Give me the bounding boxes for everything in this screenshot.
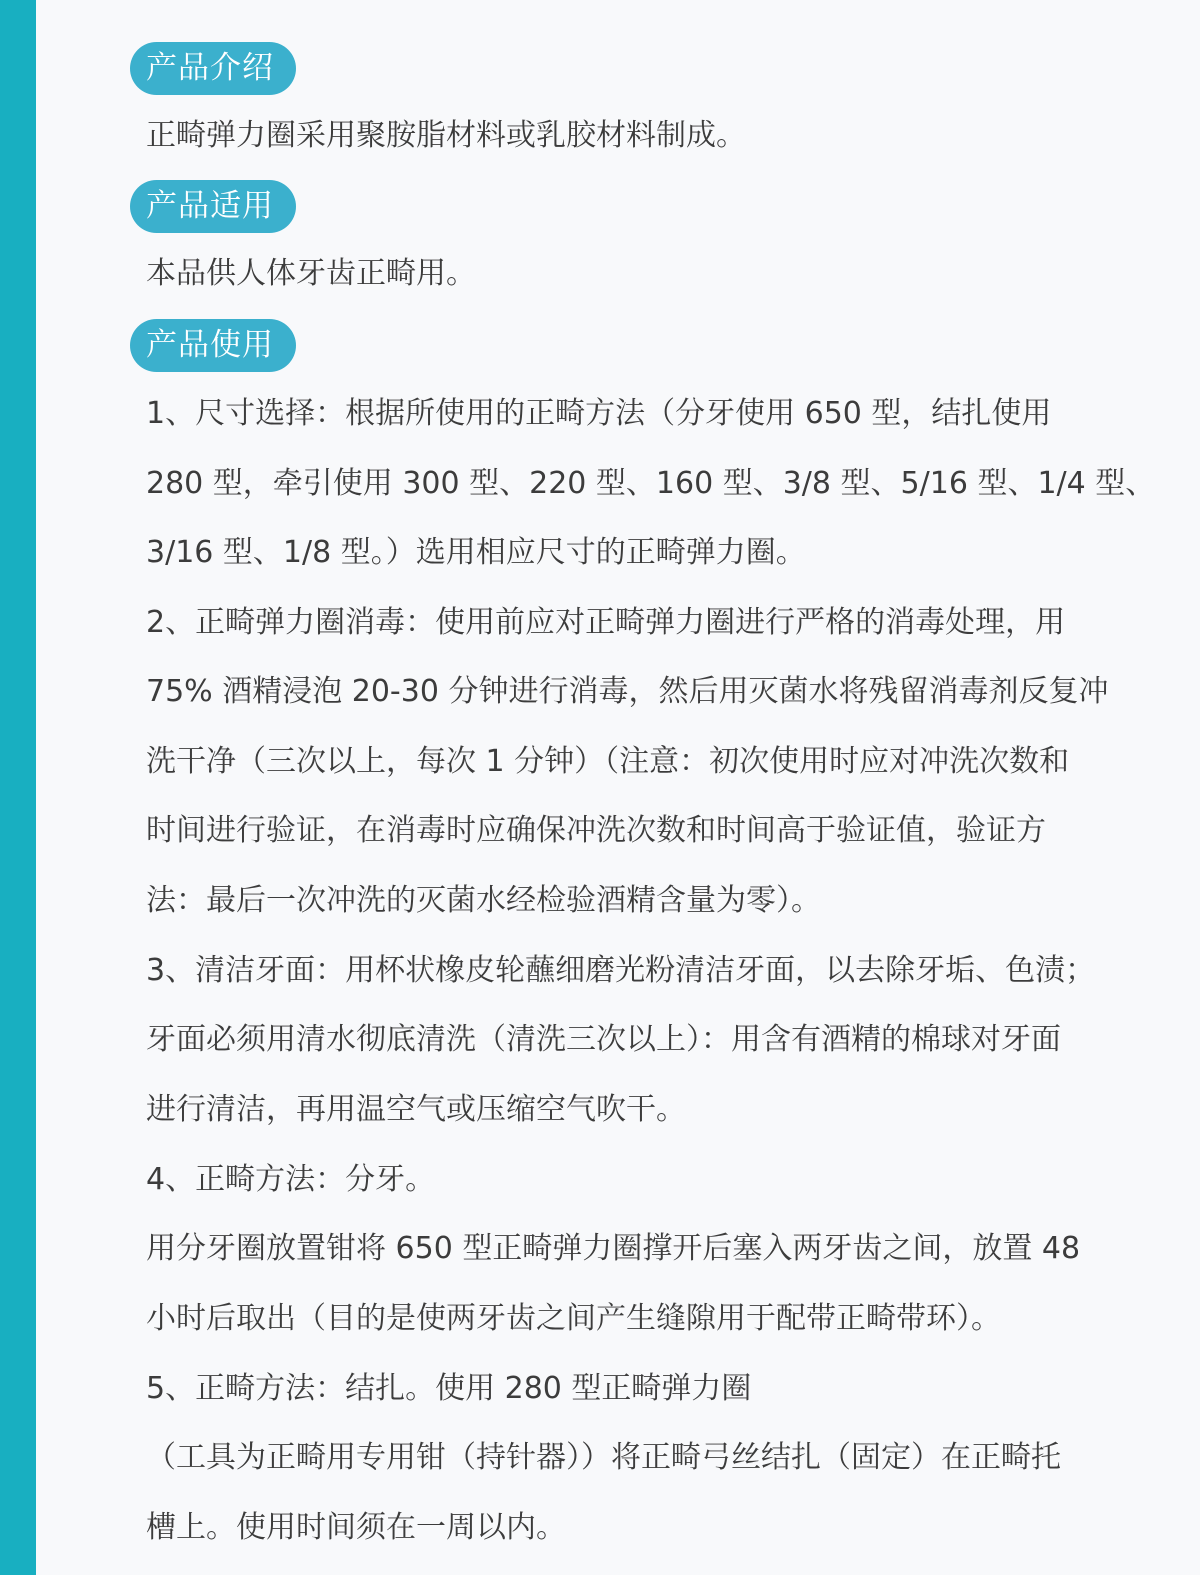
usage-line: 槽上。使用时间须在一周以内。 xyxy=(146,1510,566,1545)
section-heading-intro: 产品介绍 xyxy=(130,42,296,95)
usage-line: 1、尺寸选择：根据所使用的正畸方法（分牙使用 650 型，结扎使用 xyxy=(146,396,1052,431)
usage-line: 4、正畸方法：分牙。 xyxy=(146,1162,436,1197)
intro-text: 正畸弹力圈采用聚胺脂材料或乳胶材料制成。 xyxy=(146,118,746,153)
usage-line: 3、清洁牙面：用杯状橡皮轮蘸细磨光粉清洁牙面，以去除牙垢、色渍； xyxy=(146,953,1096,988)
usage-line: 进行清洁，再用温空气或压缩空气吹干。 xyxy=(146,1092,686,1127)
side-accent-bar xyxy=(0,0,36,1575)
section-heading-application: 产品适用 xyxy=(130,180,296,233)
usage-line: 280 型，牵引使用 300 型、220 型、160 型、3/8 型、5/16 型、1/4 型、 xyxy=(146,466,1156,501)
usage-line: 用分牙圈放置钳将 650 型正畸弹力圈撑开后塞入两牙齿之间，放置 48 xyxy=(146,1231,1081,1266)
usage-line: 小时后取出（目的是使两牙齿之间产生缝隙用于配带正畸带环）。 xyxy=(146,1301,1001,1336)
usage-line: 3/16 型、1/8 型。）选用相应尺寸的正畸弹力圈。 xyxy=(146,535,806,570)
usage-line: 2、正畸弹力圈消毒：使用前应对正畸弹力圈进行严格的消毒处理，用 xyxy=(146,605,1066,640)
usage-line: 法：最后一次冲洗的灭菌水经检验酒精含量为零）。 xyxy=(146,883,821,918)
application-text: 本品供人体牙齿正畸用。 xyxy=(146,256,476,291)
usage-line: 洗干净（三次以上，每次 1 分钟）（注意：初次使用时应对冲洗次数和 xyxy=(146,744,1070,779)
section-heading-usage: 产品使用 xyxy=(130,319,296,372)
usage-line: （工具为正畸用专用钳（持针器））将正畸弓丝结扎（固定）在正畸托 xyxy=(146,1440,1061,1475)
usage-line: 75% 酒精浸泡 20-30 分钟进行消毒，然后用灭菌水将残留消毒剂反复冲 xyxy=(146,674,1109,709)
usage-line: 牙面必须用清水彻底清洗（清洗三次以上）：用含有酒精的棉球对牙面 xyxy=(146,1022,1061,1057)
usage-line: 5、正畸方法：结扎。使用 280 型正畸弹力圈 xyxy=(146,1371,752,1406)
usage-line: 时间进行验证，在消毒时应确保冲洗次数和时间高于验证值，验证方 xyxy=(146,813,1046,848)
